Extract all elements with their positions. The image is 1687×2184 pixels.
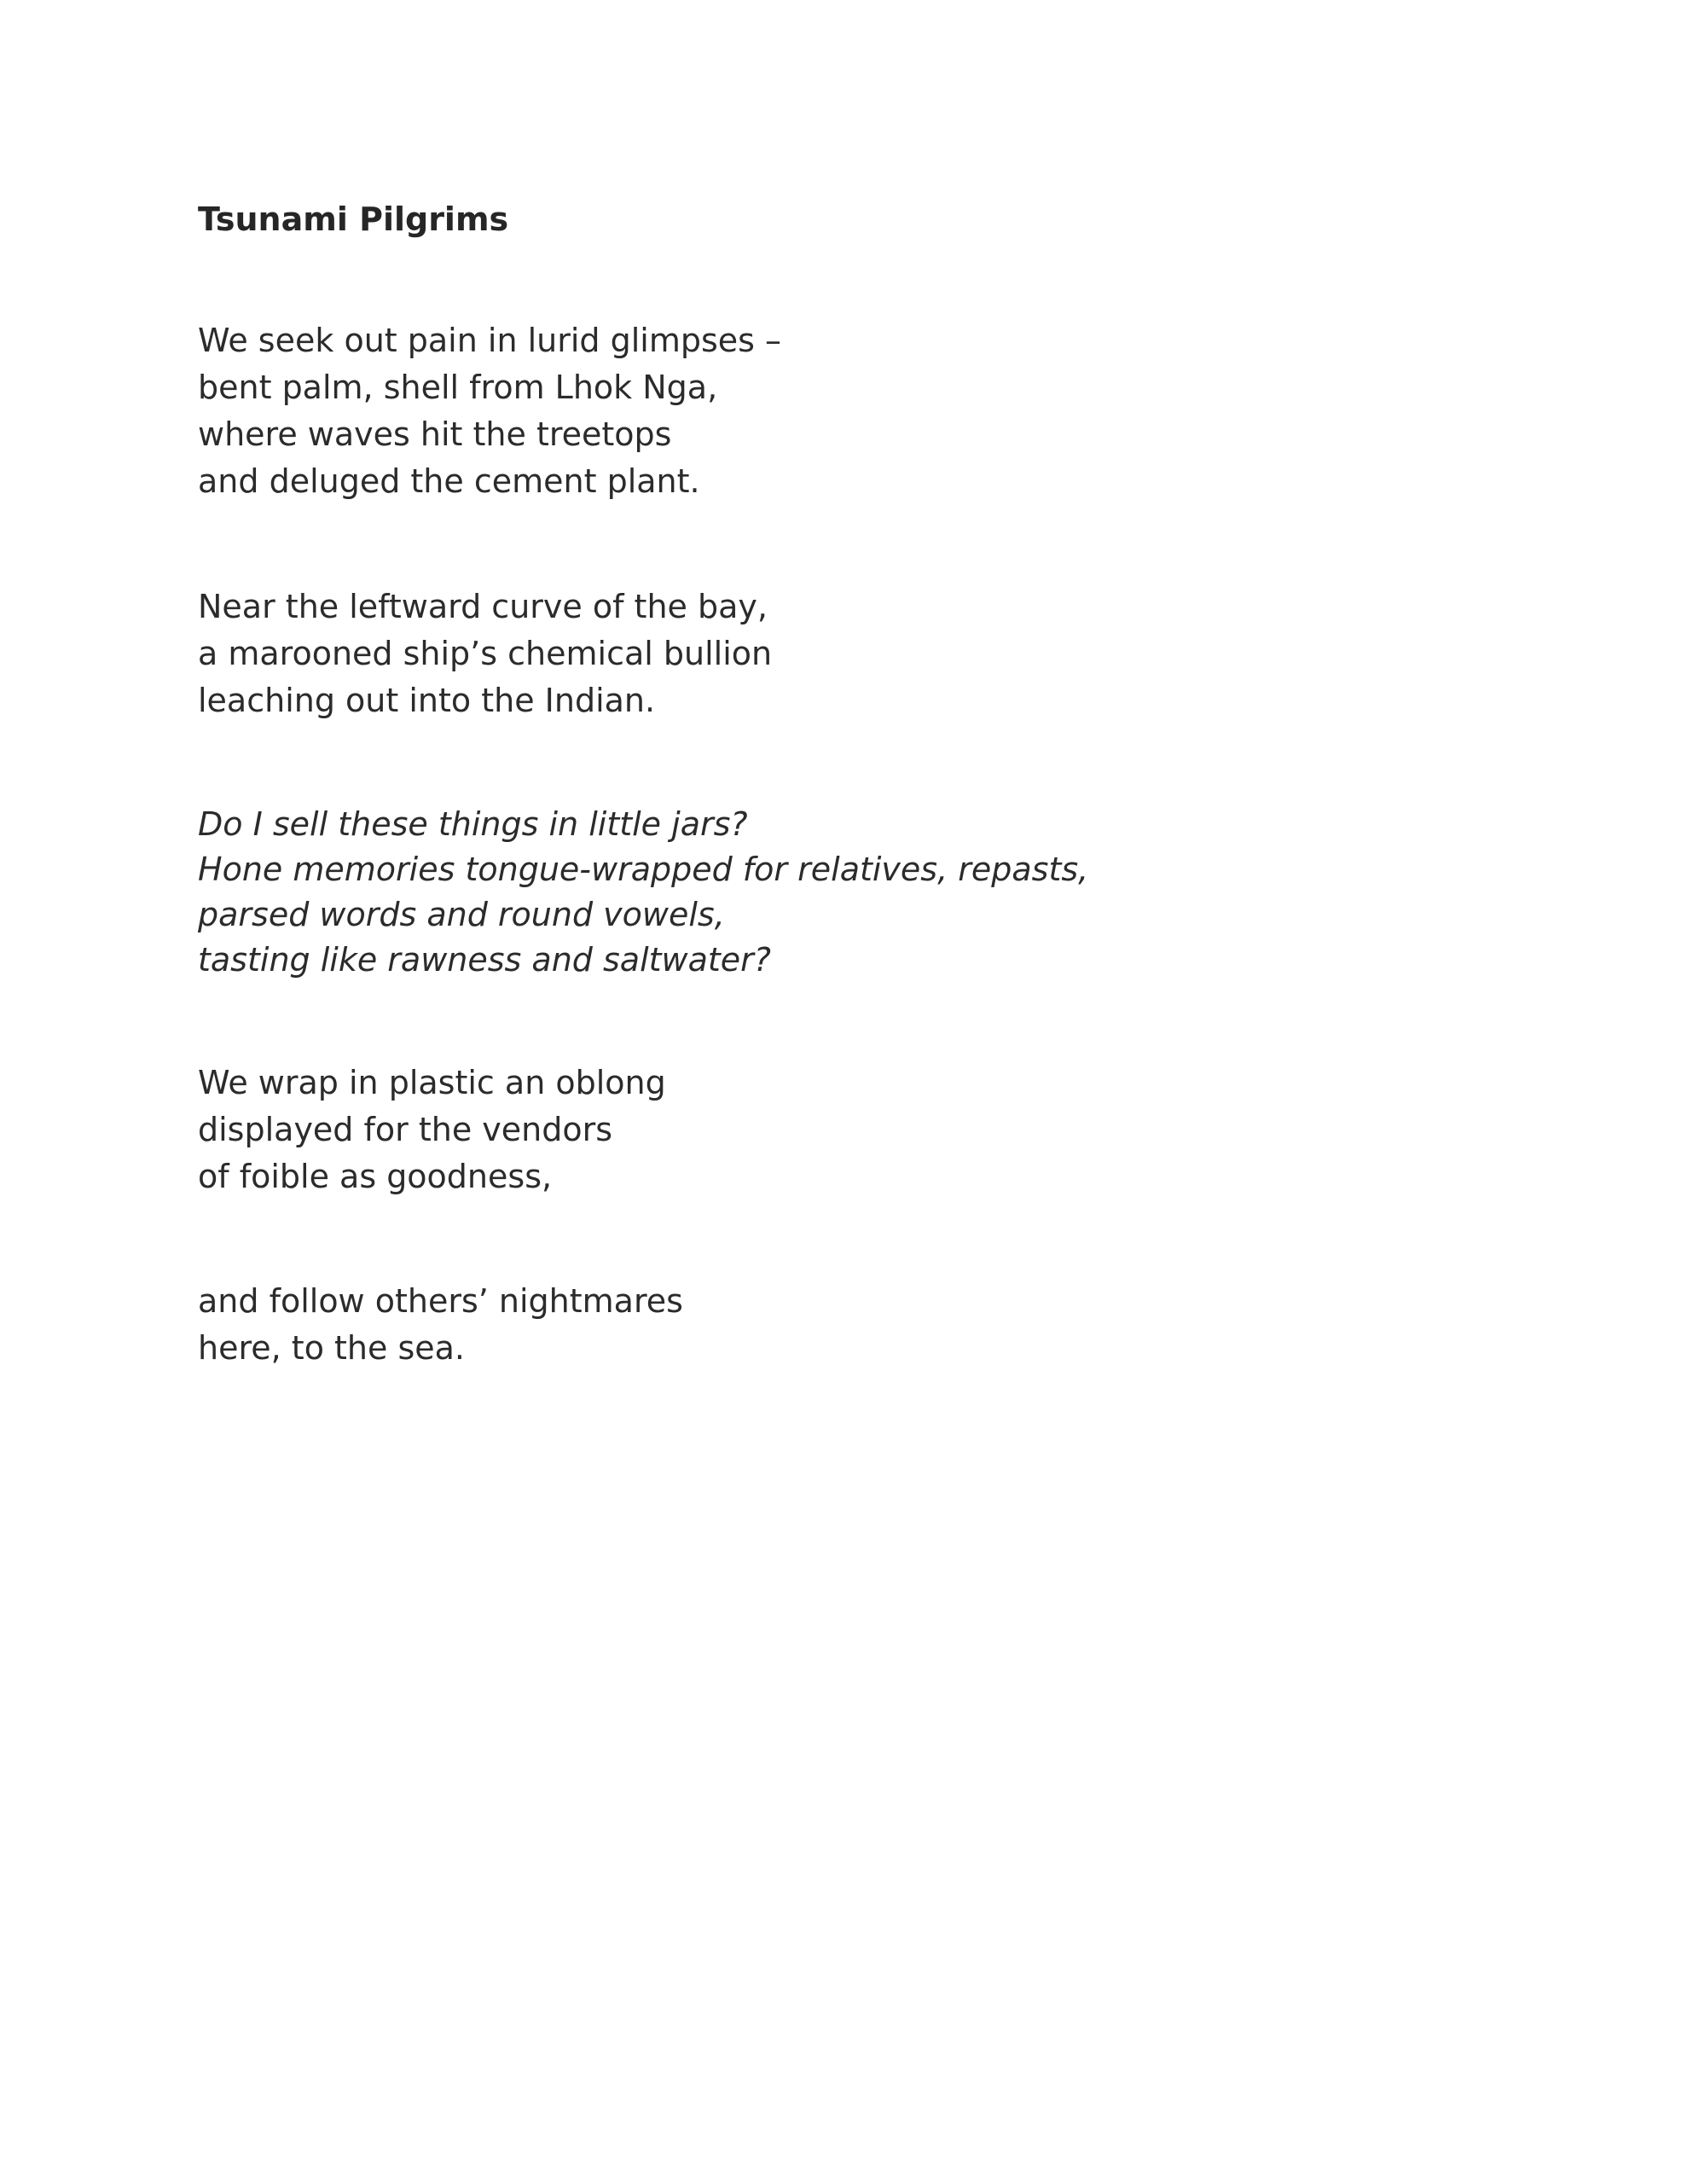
poem-line: bent palm, shell from Lhok Nga, <box>198 369 718 406</box>
poem-title: Tsunami Pilgrims <box>198 200 509 238</box>
stanza-4 <box>198 1060 666 1200</box>
poem-line: here, to the sea. <box>198 1329 465 1367</box>
poem-line: a marooned ship’s chemical bullion <box>198 635 773 672</box>
poem-line: We wrap in plastic an oblong <box>198 1064 666 1101</box>
poem-line: tasting like rawness and saltwater? <box>198 941 771 979</box>
poem-line: Near the leftward curve of the bay, <box>198 588 768 625</box>
poem-line: and deluged the cement plant. <box>198 462 700 500</box>
poem-line: where waves hit the treetops <box>198 415 672 453</box>
poem-line: Hone memories tongue-wrapped for relatives, repasts, <box>198 851 1089 888</box>
poem-line: displayed for the vendors <box>198 1111 613 1148</box>
poem-line: Do I sell these things in little jars? <box>198 805 748 843</box>
poem-line: of foible as goodness, <box>198 1158 553 1195</box>
stanza-2 <box>198 584 772 724</box>
poem-line: leaching out into the Indian. <box>198 682 656 719</box>
poem-line: We seek out pain in lurid glimpses – <box>198 322 782 359</box>
poem-line: and follow others’ nightmares <box>198 1282 683 1320</box>
stanza-5 <box>198 1278 683 1372</box>
stanza-1 <box>198 317 781 505</box>
poem-line: parsed words and round vowels, <box>198 896 725 933</box>
stanza-3 <box>198 802 1088 983</box>
